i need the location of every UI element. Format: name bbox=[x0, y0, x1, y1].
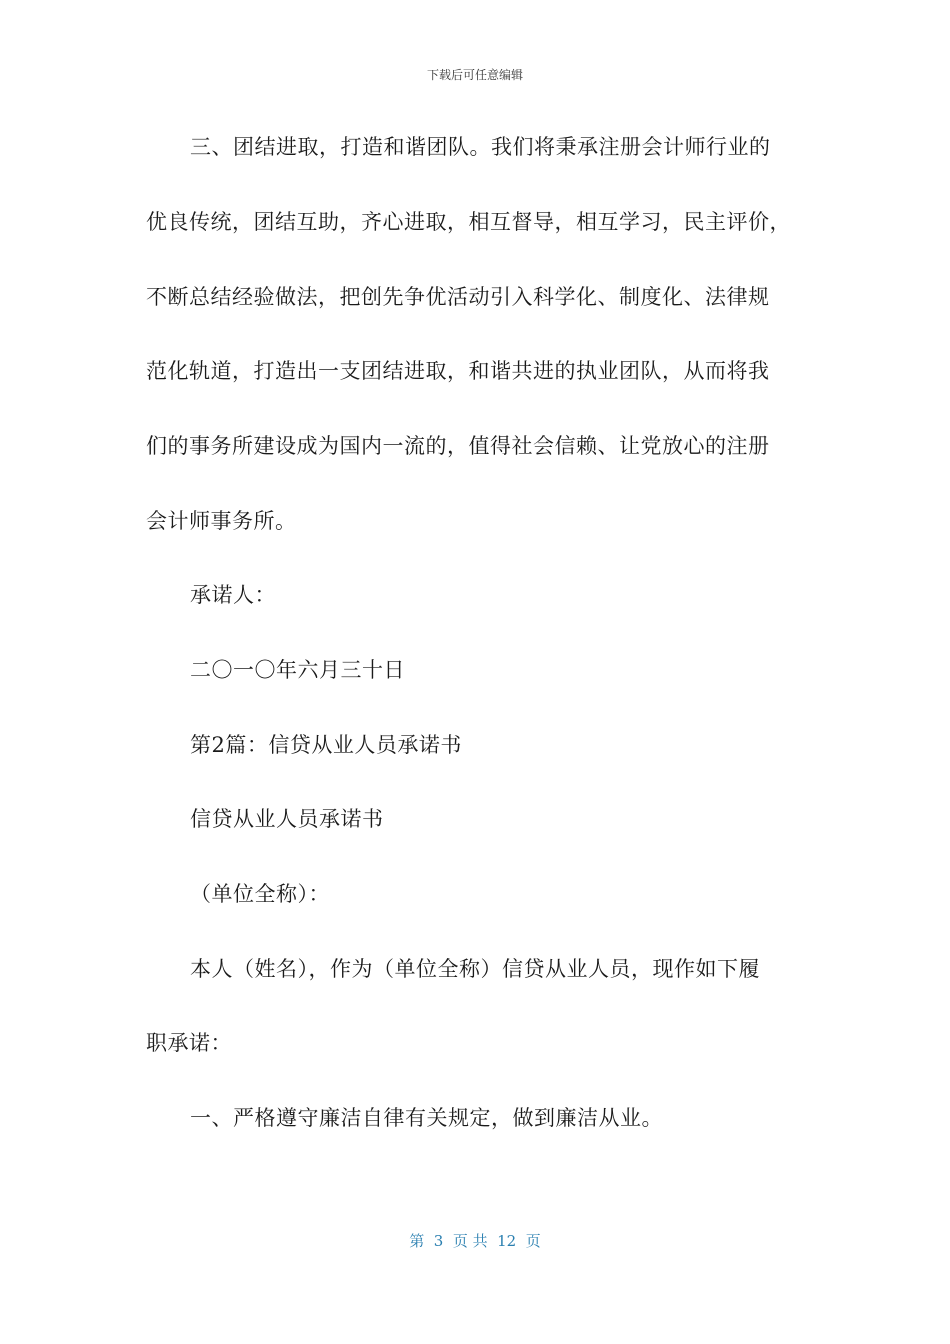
page-footer: 第 3 页 共 12 页 bbox=[409, 1232, 541, 1250]
paragraph-line: 不断总结经验做法，把创先争优活动引入科学化、制度化、法律规 bbox=[146, 285, 770, 309]
paragraph-line: 优良传统，团结互助，齐心进取，相互督导，相互学习，民主评价， bbox=[146, 210, 791, 234]
paragraph-line: 三、团结进取，打造和谐团队。我们将秉承注册会计师行业的 bbox=[190, 135, 771, 159]
paragraph-line: 范化轨道，打造出一支团结进取，和谐共进的执业团队，从而将我 bbox=[146, 359, 770, 383]
signature-label: 承诺人： bbox=[190, 583, 276, 607]
paragraph-line: 职承诺： bbox=[146, 1031, 232, 1055]
paragraph-line: 会计师事务所。 bbox=[146, 509, 297, 533]
page-header: 下载后可任意编辑 bbox=[426, 68, 523, 82]
paragraph-line: 们的事务所建设成为国内一流的，值得社会信赖、让党放心的注册 bbox=[146, 434, 770, 458]
paragraph-line: 一、严格遵守廉洁自律有关规定，做到廉洁从业。 bbox=[190, 1106, 663, 1130]
date-line: 二〇一〇年六月三十日 bbox=[190, 658, 405, 682]
paragraph-line: 本人（姓名），作为（单位全称）信贷从业人员，现作如下履 bbox=[190, 957, 760, 981]
document-title: 信贷从业人员承诺书 bbox=[190, 807, 384, 831]
addressee-line: （单位全称）： bbox=[190, 882, 330, 906]
section-heading: 第2篇：信贷从业人员承诺书 bbox=[190, 733, 462, 757]
